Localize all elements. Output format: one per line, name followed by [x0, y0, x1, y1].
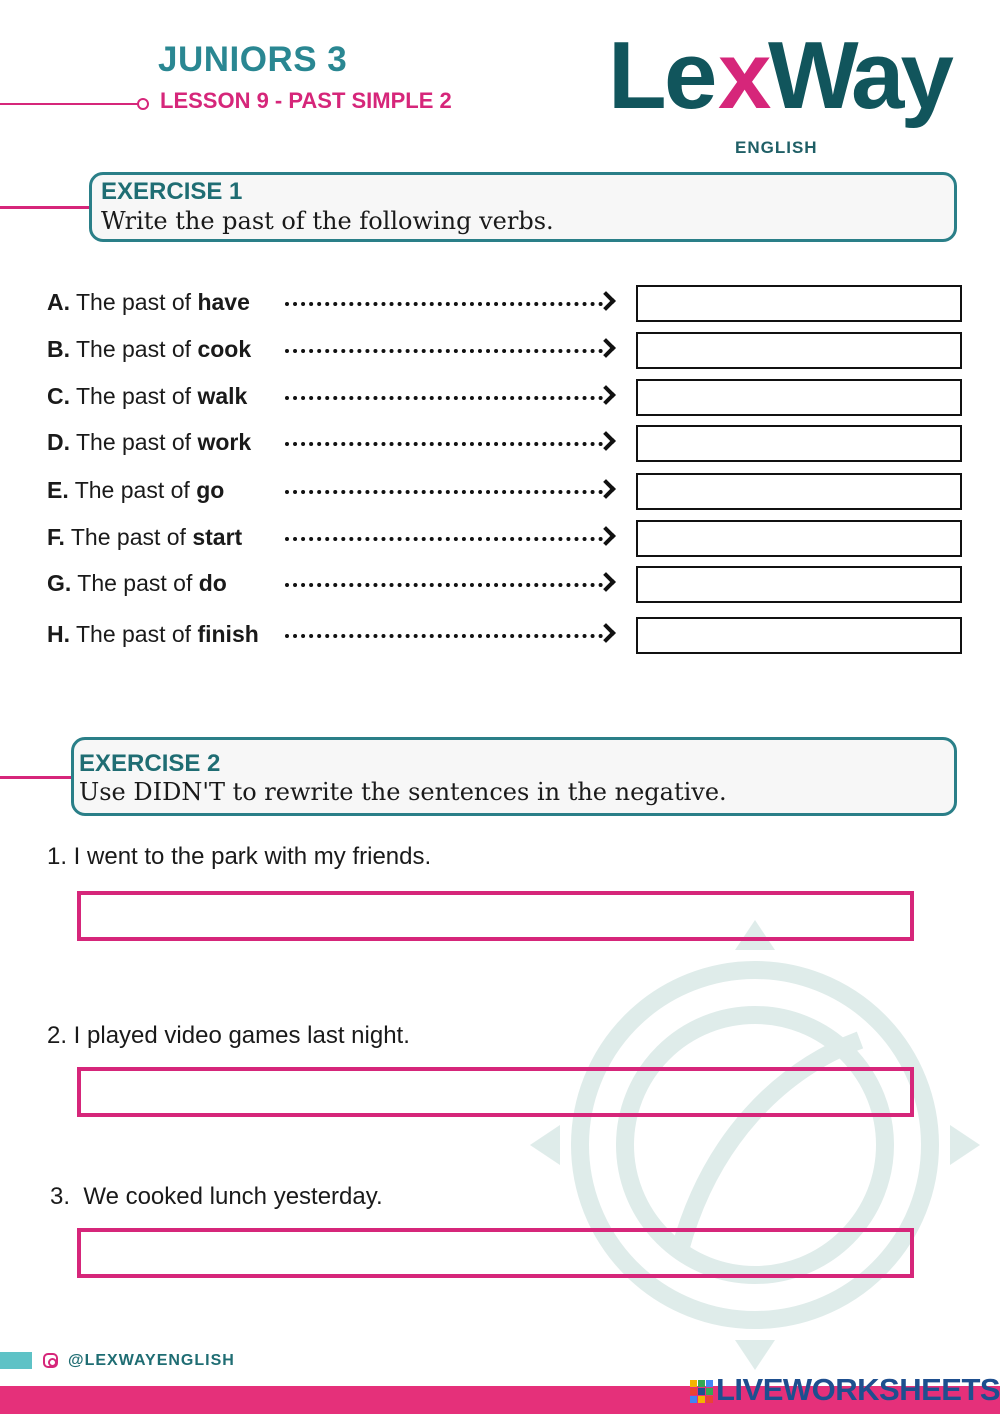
answer-input-e[interactable] [636, 473, 962, 510]
answer-input-g[interactable] [636, 566, 962, 603]
item-letter: C. [47, 383, 70, 409]
dotted-arrow [285, 583, 603, 587]
arrow-head-icon [596, 291, 616, 311]
dotted-arrow [285, 349, 603, 353]
svg-text:x: x [718, 28, 772, 129]
item-label [47, 524, 242, 551]
dotted-arrow [285, 490, 603, 494]
arrow-head-icon [596, 623, 616, 643]
item-prefix: The past of [75, 383, 192, 409]
logo-subtitle: ENGLISH [735, 138, 818, 157]
sentence-1: 1. I went to the park with my friends. [47, 843, 432, 870]
exercise1-title: EXERCISE 1 [101, 178, 243, 205]
course-title: JUNIORS 3 [158, 40, 348, 79]
answer-input-a[interactable] [636, 285, 962, 322]
dotted-arrow [285, 302, 603, 306]
item-verb: go [196, 477, 225, 503]
answer-input-f[interactable] [636, 520, 962, 557]
item-label [47, 570, 227, 597]
item-letter: D. [47, 429, 70, 455]
sentence-3: 3. We cooked lunch yesterday. [50, 1183, 383, 1210]
exercise1-item [47, 617, 967, 653]
item-letter: F. [47, 524, 65, 550]
exercise2-title: EXERCISE 2 [79, 750, 221, 777]
item-letter: E. [47, 477, 69, 503]
footer-accent-block [0, 1352, 32, 1369]
item-verb: have [197, 289, 250, 315]
exercise1-header-box [89, 172, 957, 242]
arrow-head-icon [596, 431, 616, 451]
answer-input-b[interactable] [636, 332, 962, 369]
exercise1-item [47, 379, 967, 415]
item-verb: walk [197, 383, 248, 409]
exercise1-item [47, 332, 967, 368]
arrow-head-icon [596, 526, 616, 546]
answer-input-h[interactable] [636, 617, 962, 654]
item-verb: finish [197, 621, 259, 647]
item-prefix: The past of [70, 524, 186, 550]
item-label [47, 429, 251, 456]
item-prefix: The past of [77, 570, 193, 596]
item-label [47, 289, 250, 316]
item-letter: B. [47, 336, 70, 362]
item-prefix: The past of [75, 336, 192, 362]
svg-text:L: L [608, 28, 663, 129]
exercise2-header-box [71, 737, 957, 816]
item-label [47, 336, 251, 363]
dotted-arrow [285, 442, 603, 446]
dotted-arrow [285, 537, 603, 541]
exercise1-instruction: Write the past of the following verbs. [101, 207, 554, 235]
item-verb: do [198, 570, 227, 596]
exercise2-instruction: Use DIDN'T to rewrite the sentences in the negative. [79, 778, 727, 806]
lexway-logo [608, 28, 968, 138]
item-label [47, 621, 259, 648]
lesson-title: LESSON 9 - PAST SIMPLE 2 [160, 88, 452, 113]
item-prefix: The past of [75, 289, 192, 315]
item-verb: cook [197, 336, 252, 362]
item-letter: H. [47, 621, 70, 647]
answer-input-c[interactable] [636, 379, 962, 416]
item-prefix: The past of [75, 621, 192, 647]
arrow-head-icon [596, 479, 616, 499]
exercise1-accent-line [0, 206, 92, 209]
exercise1-item [47, 566, 967, 602]
item-letter: G. [47, 570, 72, 596]
social-handle: @LEXWAYENGLISH [68, 1352, 235, 1369]
exercise2-accent-line [0, 776, 74, 779]
rewrite-input-2[interactable] [77, 1067, 914, 1117]
answer-input-d[interactable] [636, 425, 962, 462]
liveworksheets-brand[interactable]: LIVEWORKSHEETS [716, 1372, 1000, 1407]
liveworksheets-icon [690, 1380, 716, 1404]
item-label [47, 383, 247, 410]
item-verb: work [197, 429, 252, 455]
arrow-head-icon [596, 572, 616, 592]
exercise1-item [47, 473, 967, 509]
rewrite-input-3[interactable] [77, 1228, 914, 1278]
arrow-head-icon [596, 338, 616, 358]
item-prefix: The past of [75, 429, 192, 455]
svg-text:e: e [664, 28, 718, 129]
arrow-head-icon [596, 385, 616, 405]
item-letter: A. [47, 289, 70, 315]
dotted-arrow [285, 634, 603, 638]
exercise1-item [47, 520, 967, 556]
compass-watermark-icon [530, 920, 980, 1370]
sentence-2: 2. I played video games last night. [47, 1022, 410, 1049]
svg-text:Way: Way [768, 28, 950, 129]
instagram-icon [43, 1353, 58, 1368]
header-divider-dot [137, 98, 149, 110]
exercise1-item [47, 285, 967, 321]
item-verb: start [192, 524, 243, 550]
item-prefix: The past of [74, 477, 190, 503]
header-divider-line [0, 103, 140, 105]
exercise1-item [47, 425, 967, 461]
rewrite-input-1[interactable] [77, 891, 914, 941]
dotted-arrow [285, 396, 603, 400]
item-label [47, 477, 224, 504]
